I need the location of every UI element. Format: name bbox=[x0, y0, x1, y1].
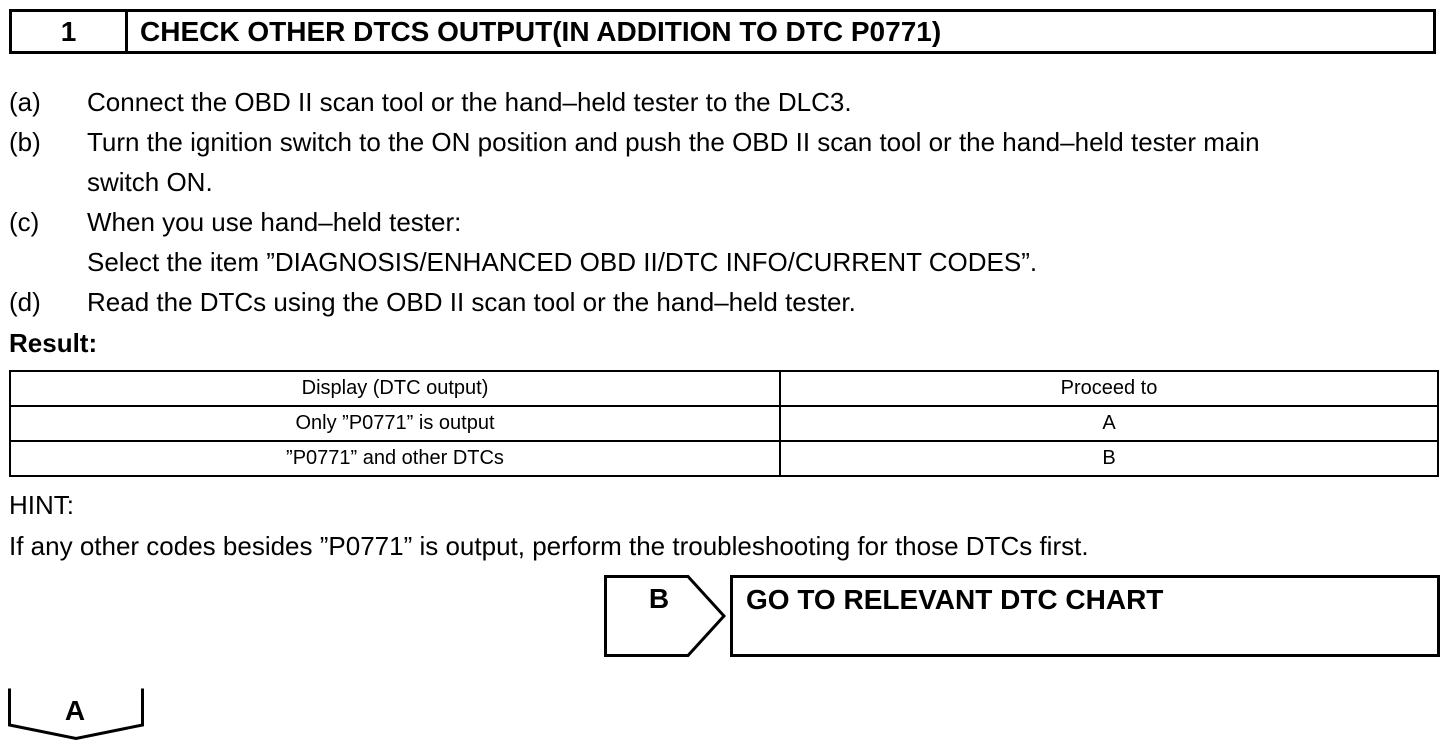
instruction-text bbox=[87, 202, 1449, 282]
instruction-item-a bbox=[9, 82, 1449, 122]
hint-label: HINT: bbox=[9, 490, 74, 520]
instruction-list bbox=[9, 82, 1449, 322]
branch-b-tab bbox=[604, 575, 726, 657]
instruction-marker: (c) bbox=[9, 207, 40, 237]
branch-b-action: GO TO RELEVANT DTC CHART bbox=[730, 575, 1440, 657]
instruction-text bbox=[87, 82, 1449, 122]
table-cell: ”P0771” and other DTCs bbox=[10, 441, 780, 476]
instruction-item-b bbox=[9, 122, 1449, 202]
result-table bbox=[9, 370, 1439, 477]
branch-a-tab bbox=[8, 687, 146, 741]
step-title: CHECK OTHER DTCS OUTPUT(IN ADDITION TO DTC P0771) bbox=[140, 15, 942, 47]
result-label: Result: bbox=[9, 328, 98, 358]
table-row bbox=[10, 441, 1438, 476]
branch-b-letter: B bbox=[648, 583, 670, 614]
branch-a-letter: A bbox=[64, 695, 86, 726]
step-number: 1 bbox=[12, 12, 128, 51]
table-cell: A bbox=[780, 406, 1438, 441]
instruction-line: switch ON. bbox=[87, 167, 213, 197]
table-cell: Only ”P0771” is output bbox=[10, 406, 780, 441]
instruction-line: When you use hand–held tester: bbox=[87, 207, 462, 237]
instruction-marker: (d) bbox=[9, 287, 41, 317]
instruction-marker: (b) bbox=[9, 127, 41, 157]
instruction-item-d bbox=[9, 282, 1449, 322]
table-header-cell: Proceed to bbox=[780, 371, 1438, 406]
instruction-marker: (a) bbox=[9, 87, 41, 117]
step-header bbox=[9, 9, 1436, 54]
instruction-line: Select the item ”DIAGNOSIS/ENHANCED OBD II/DTC INFO/CURRENT CODES”. bbox=[87, 247, 1038, 277]
instruction-text bbox=[87, 282, 1449, 322]
instruction-item-c bbox=[9, 202, 1449, 282]
table-row bbox=[10, 406, 1438, 441]
instruction-line: Turn the ignition switch to the ON position and push the OBD II scan tool or the hand–held tester main bbox=[87, 127, 1260, 157]
instruction-line: Connect the OBD II scan tool or the hand–held tester to the DLC3. bbox=[87, 87, 852, 117]
table-header-row bbox=[10, 371, 1438, 406]
table-cell: B bbox=[780, 441, 1438, 476]
hint-text: If any other codes besides ”P0771” is output, perform the troubleshooting for those DTCs first. bbox=[9, 531, 1089, 561]
instruction-line: Read the DTCs using the OBD II scan tool or the hand–held tester. bbox=[87, 287, 856, 317]
table-header-cell: Display (DTC output) bbox=[10, 371, 780, 406]
instruction-text bbox=[87, 122, 1449, 202]
